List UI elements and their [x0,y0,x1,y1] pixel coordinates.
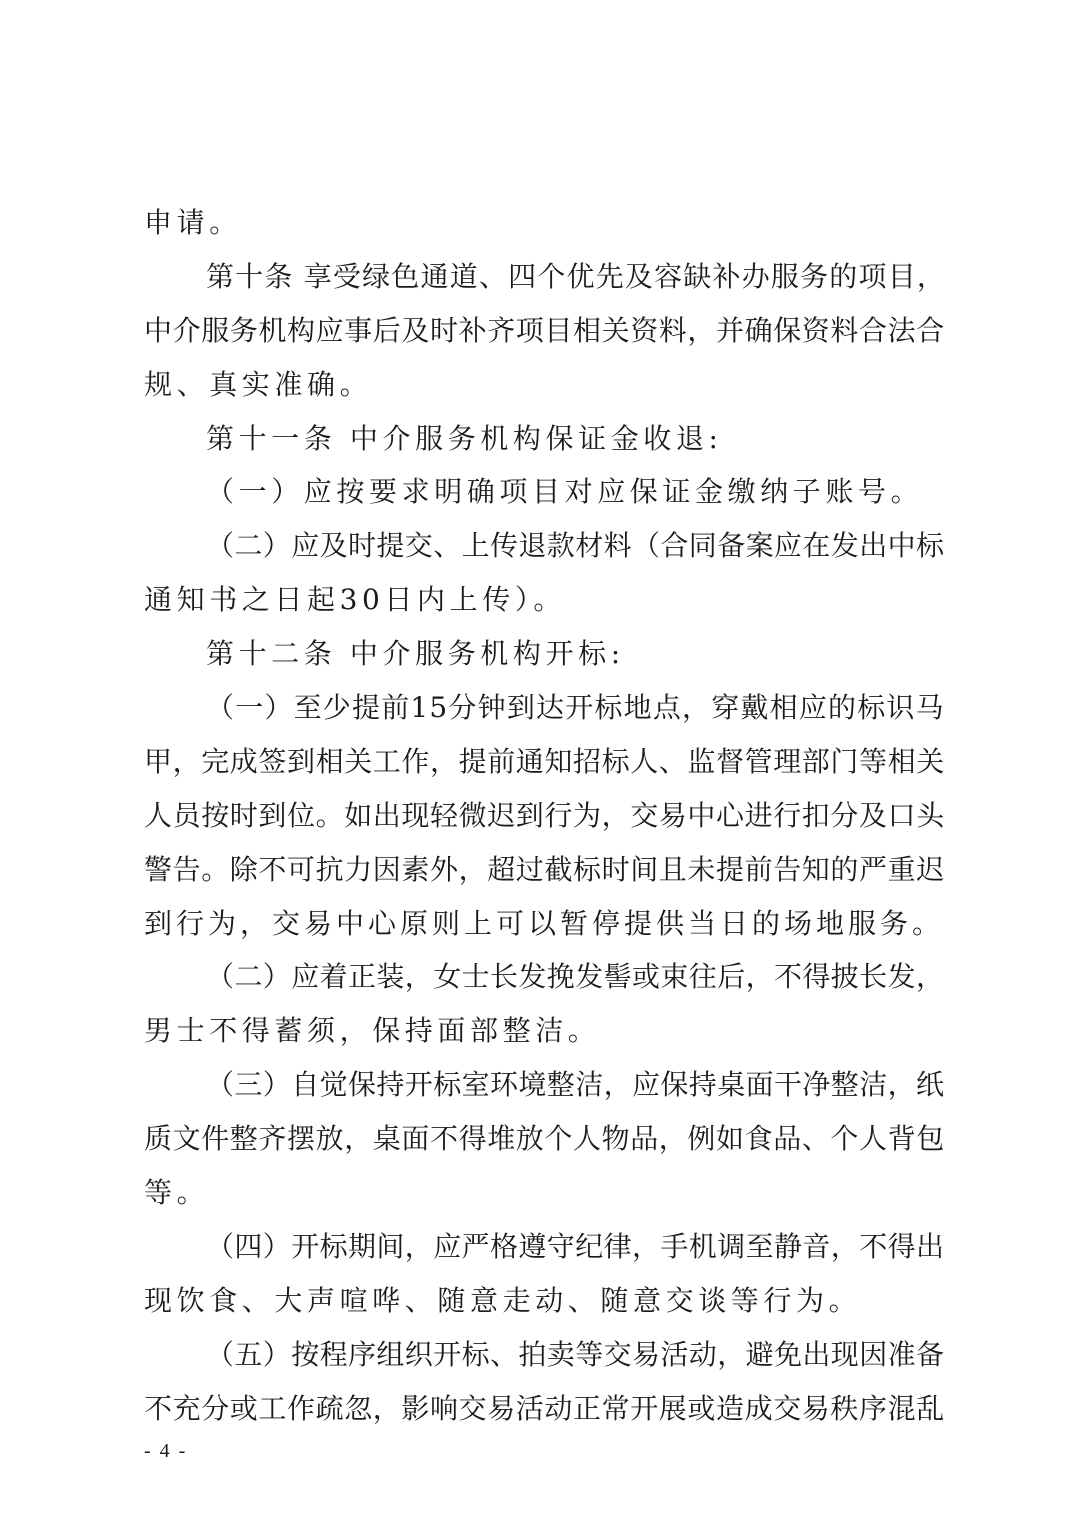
document-body [144,196,948,1435]
text-line: 人员按时到位。如出现轻微迟到行为，交易中心进行扣分及口头 [144,798,945,832]
text-line: （五）按程序组织开标、拍卖等交易活动，避免出现因准备 [206,1337,945,1371]
text-line: 不充分或工作疏忽，影响交易活动正常开展或造成交易秩序混乱 [144,1391,945,1425]
text-line: 中介服务机构应事后及时补齐项目相关资料，并确保资料合法合 [144,313,945,347]
text-line: 规、真实准确。 [144,367,373,401]
text-line: （四）开标期间，应严格遵守纪律，手机调至静音，不得出 [206,1229,945,1263]
text-line: 第十一条 中介服务机构保证金收退: [206,421,723,455]
text-line: （三）自觉保持开标室环境整洁，应保持桌面干净整洁，纸 [206,1068,945,1102]
text-line: （一）应按要求明确项目对应保证金缴纳子账号。 [206,475,924,509]
text-line: 第十二条 中介服务机构开标: [206,637,625,671]
text-line: 甲，完成签到相关工作，提前通知招标人、监督管理部门等相关 [144,744,945,778]
text-line: 通知书之日起30日内上传）。 [144,583,567,617]
text-line: 到行为，交易中心原则上可以暂停提供当日的场地服务。 [144,906,945,940]
text-line: 申请。 [144,206,242,239]
text-line: 质文件整齐摆放，桌面不得堆放个人物品，例如食品、个人背包 [144,1122,945,1156]
text-line: 等。 [144,1176,210,1210]
text-line: （二）应着正装，女士长发挽发髻或束往后，不得披长发， [206,960,945,994]
text-line: 男士不得蓄须，保持面部整洁。 [144,1014,601,1048]
text-line: （二）应及时提交、上传退款材料（合同备案应在发出中标 [206,529,945,563]
text-line: 警告。除不可抗力因素外，超过截标时间且未提前告知的严重迟 [144,852,945,886]
text-line: （一）至少提前15分钟到达开标地点，穿戴相应的标识马 [206,691,945,725]
text-line: 第十条 享受绿色通道、四个优先及容缺补办服务的项目， [206,259,947,293]
page-number: - 4 - [144,1440,188,1462]
text-line: 现饮食、大声喧哗、随意走动、随意交谈等行为。 [144,1283,862,1317]
